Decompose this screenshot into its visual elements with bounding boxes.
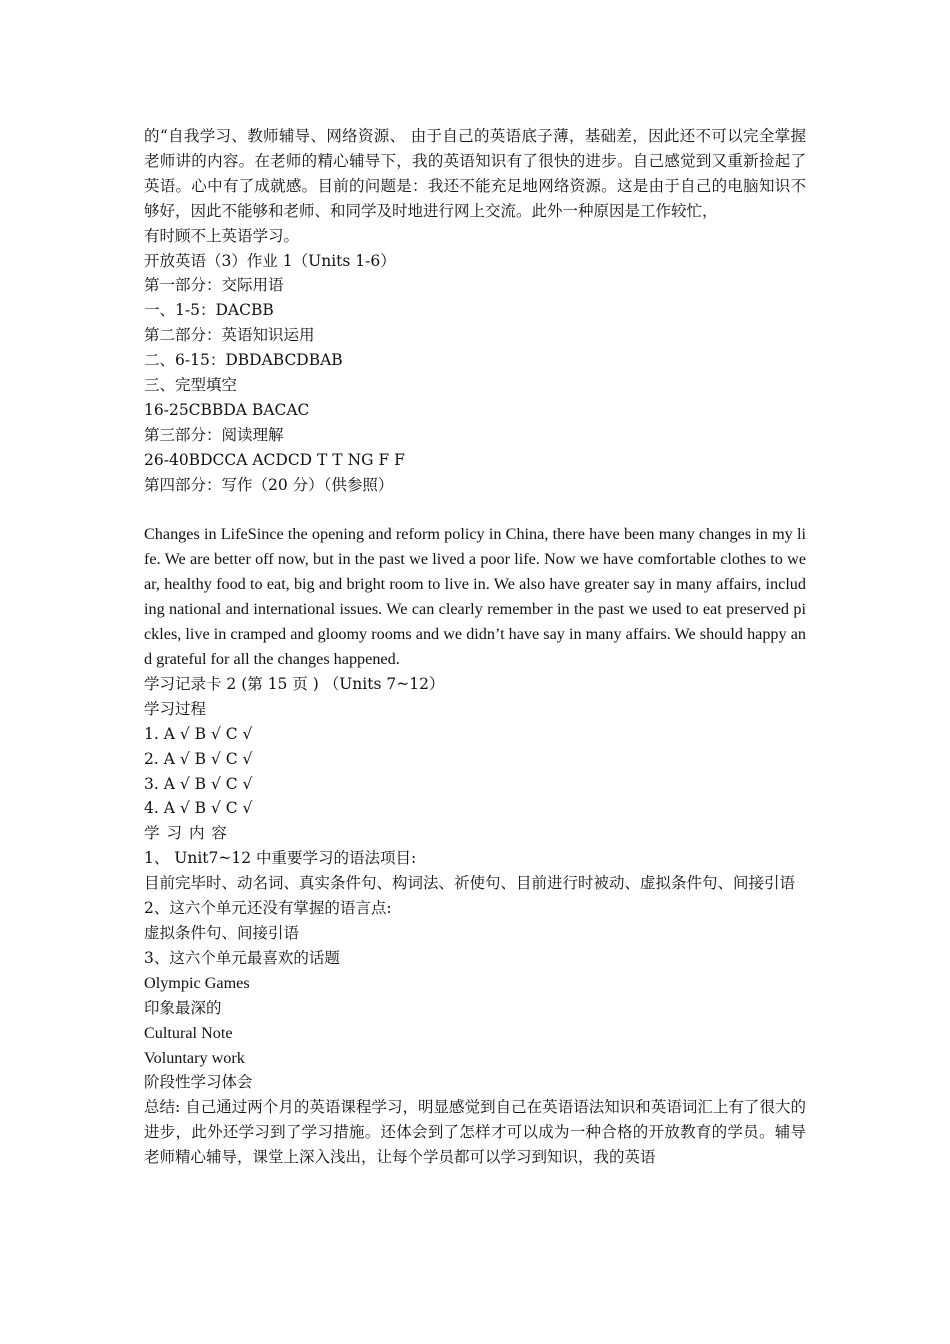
blank-line xyxy=(144,498,806,523)
homework-part4-heading: 第四部分：写作（20 分）（供参照） xyxy=(144,475,394,494)
homework-part1-answers: 一、1-5：DACBB xyxy=(144,301,274,320)
intro-paragraph: 的“自我学习、教师辅导、网络资源、 由于自己的英语底子薄，基础差，因此还不可以完全掌握老师讲的内容。在老师的精心辅导下，我的英语知识有了很快的进步。自己感觉到又重新捡起了英语。心中有了成就感。目前的问题是：我还不能充足地网络资源。这是由于自己的电脑知识不够好，因此不能够和老师、和同学及时地进行网上交流。此外一种原因是工作较忙， xyxy=(144,127,806,220)
essay-paragraph: Changes in LifeSince the opening and reform policy in China, there have been many changes in my life. We are better off now, but in the past we lived a poor life. Now we have comfortable clothes to wear, healthy food to eat, big and bright room to live in. We also have greater say in many affairs, including national and international issues. We can clearly remember in the past we used to eat preserved pickles, live in cramped and gloomy rooms and we didn’t have say in many affairs. We should happy and grateful for all the changes happened. xyxy=(144,525,806,669)
record-answer-1: 目前完毕时、动名词、真实条件句、构词法、祈使句、目前进行时被动、虚拟条件句、间接引语 xyxy=(144,874,796,893)
record-process-heading: 学习过程 xyxy=(144,699,207,718)
record-impress-heading: 印象最深的 xyxy=(144,998,222,1017)
homework-part2-answers: 二、6-15：DBDABCDBAB xyxy=(144,351,343,370)
record-answer-3: Olympic Games xyxy=(144,973,250,992)
record-answer-2: 虚拟条件句、间接引语 xyxy=(144,923,300,942)
homework-part3-answers: 26-40BDCCA ACDCD T T NG F F xyxy=(144,450,405,469)
record-question-3: 3、这六个单元最喜欢的话题 xyxy=(144,948,340,967)
record-content-heading: 学习内容 xyxy=(144,824,234,843)
record-impress-item: Voluntary work xyxy=(144,1048,245,1067)
record-check-row: 4. A √ B √ C √ xyxy=(144,799,253,818)
homework-cloze-heading: 三、完型填空 xyxy=(144,376,238,395)
record-check-row: 2. A √ B √ C √ xyxy=(144,749,253,768)
record-question-1: 1、 Unit7~12 中重要学习的语法项目: xyxy=(144,849,417,868)
document-page xyxy=(144,124,806,1170)
record-summary: 总结: 自己通过两个月的英语课程学习，明显感觉到自己在英语语法知识和英语词汇上有了很大的进步，此外还学习到了学习措施。还体会到了怎样才可以成为一种合格的开放教育的学员。辅导老师精心辅导，课堂上深入浅出，让每个学员都可以学习到知识，我的英语 xyxy=(144,1098,806,1167)
record-check-row: 1. A √ B √ C √ xyxy=(144,724,253,743)
intro-tail: 有时顾不上英语学习。 xyxy=(144,226,300,245)
record-stage-heading: 阶段性学习体会 xyxy=(144,1073,253,1092)
record-impress-item: Cultural Note xyxy=(144,1023,233,1042)
homework-part1-heading: 第一部分：交际用语 xyxy=(144,276,284,295)
homework-title: 开放英语（3）作业 1（Units 1-6） xyxy=(144,251,396,270)
record-question-2: 2、这六个单元还没有掌握的语言点: xyxy=(144,899,392,918)
record-check-row: 3. A √ B √ C √ xyxy=(144,774,253,793)
homework-part2-heading: 第二部分：英语知识运用 xyxy=(144,326,315,345)
homework-part3-heading: 第三部分：阅读理解 xyxy=(144,425,284,444)
record-title: 学习记录卡 2 (第 15 页 ) （Units 7~12） xyxy=(144,674,445,693)
homework-cloze-answers: 16-25CBBDA BACAC xyxy=(144,400,310,419)
